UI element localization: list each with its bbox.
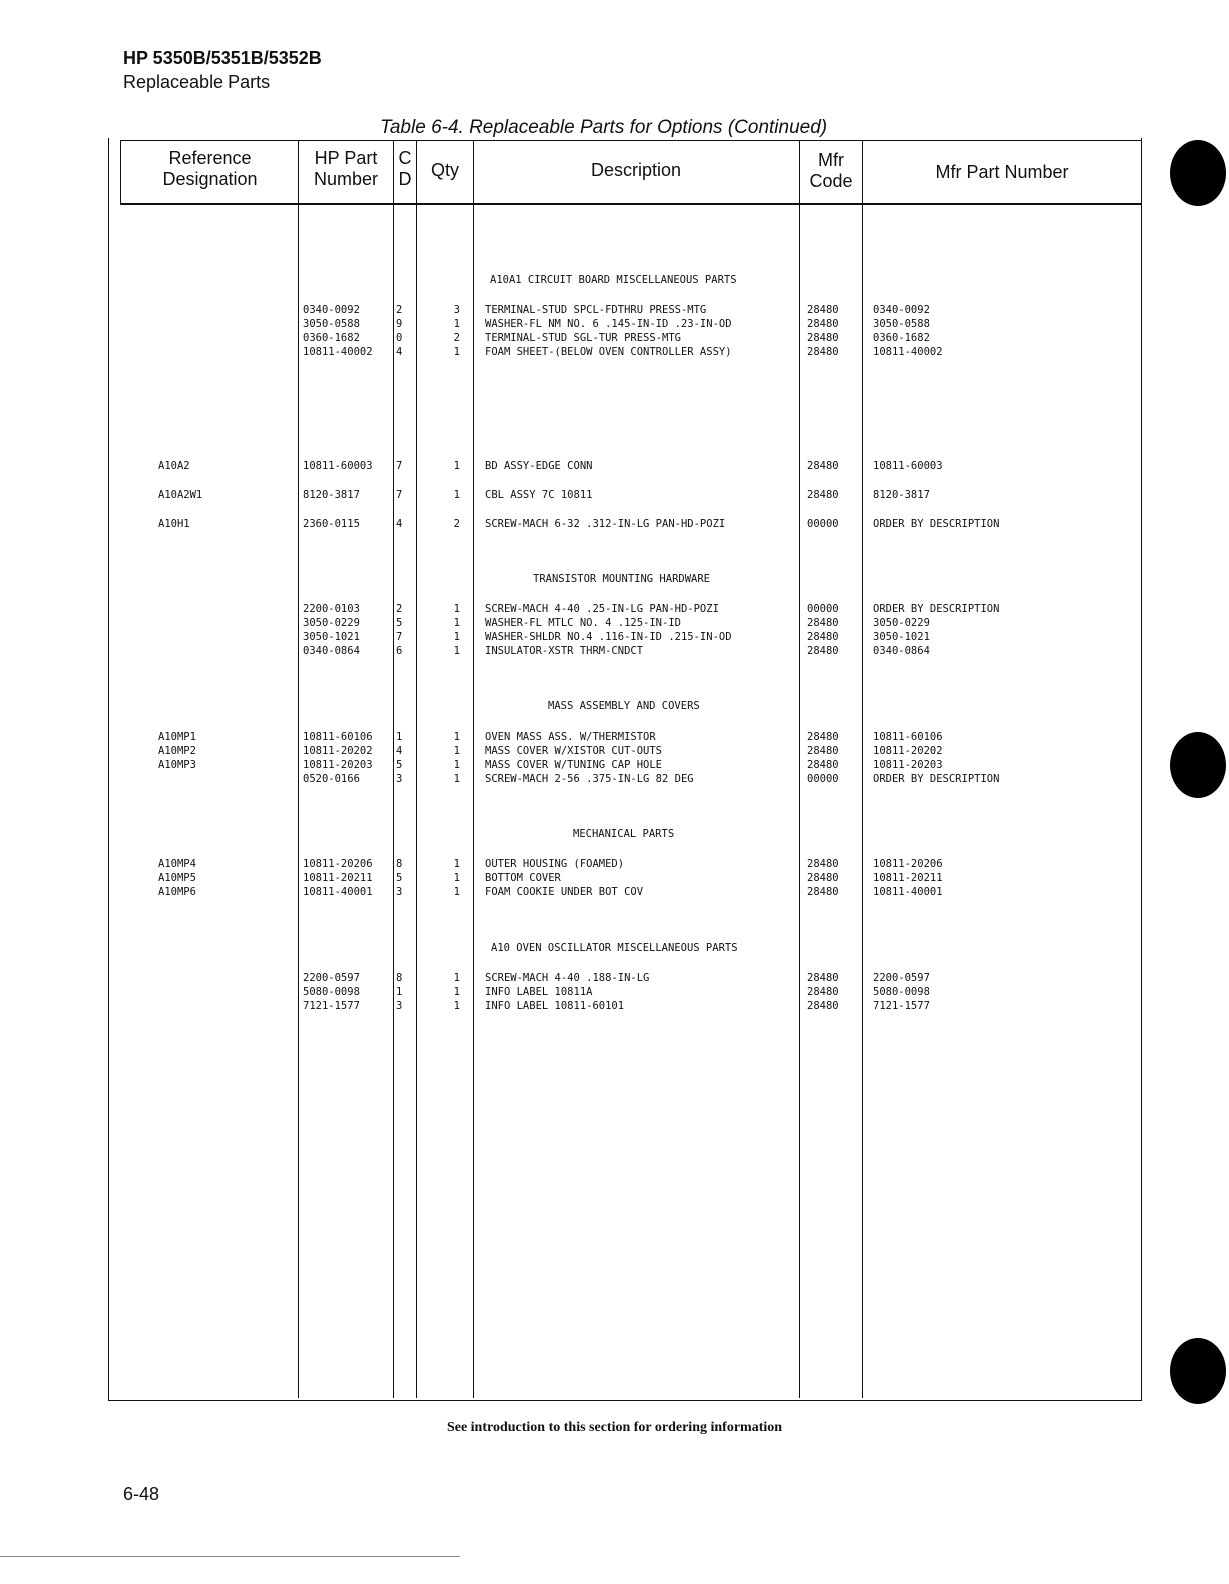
- description-cell: WASHER-FL MTLC NO. 4 .125-IN-ID: [485, 617, 681, 629]
- mfr-code-cell: 28480: [807, 731, 839, 743]
- section-heading: MASS ASSEMBLY AND COVERS: [548, 700, 700, 712]
- column-divider: [393, 140, 394, 1398]
- column-header-mfr-part-number: Mfr Part Number: [935, 162, 1069, 182]
- hp-part-cell: 7121-1577: [303, 1000, 360, 1012]
- qty-cell: 2: [453, 332, 460, 344]
- mfr-part-number-cell: 3050-1021: [873, 631, 930, 643]
- mfr-code-cell: 00000: [807, 773, 839, 785]
- reference-cell: A10A2: [158, 460, 190, 472]
- section-heading: A10 OVEN OSCILLATOR MISCELLANEOUS PARTS: [491, 942, 738, 954]
- column-divider: [799, 140, 800, 1398]
- hp-part-cell: 10811-40001: [303, 886, 373, 898]
- description-cell: OVEN MASS ASS. W/THERMISTOR: [485, 731, 656, 743]
- mfr-part-number-cell: 8120-3817: [873, 489, 930, 501]
- cd-cell: 5: [396, 872, 403, 884]
- cd-cell: 3: [396, 1000, 403, 1012]
- mfr-part-number-cell: 10811-40002: [873, 346, 943, 358]
- column-header-mfr-code: Mfr Code: [809, 150, 853, 191]
- description-cell: INFO LABEL 10811-60101: [485, 1000, 625, 1012]
- mfr-code-cell: 28480: [807, 872, 839, 884]
- qty-cell: 3: [453, 304, 460, 316]
- cd-cell: 3: [396, 886, 403, 898]
- mfr-part-number-cell: 3050-0229: [873, 617, 930, 629]
- qty-cell: 1: [453, 489, 460, 501]
- cd-cell: 8: [396, 858, 403, 870]
- mfr-code-cell: 28480: [807, 858, 839, 870]
- cd-cell: 2: [396, 304, 403, 316]
- mfr-code-cell: 28480: [807, 460, 839, 472]
- qty-cell: 2: [453, 518, 460, 530]
- description-cell: BOTTOM COVER: [485, 872, 561, 884]
- mfr-part-number-cell: 10811-60003: [873, 460, 943, 472]
- binder-hole-icon: [1170, 1338, 1226, 1404]
- table-top-rule: [120, 140, 1141, 141]
- qty-cell: 1: [453, 986, 460, 998]
- mfr-code-cell: 28480: [807, 759, 839, 771]
- column-header-qty: Qty: [430, 160, 459, 180]
- mfr-code-cell: 28480: [807, 617, 839, 629]
- mfr-code-cell: 00000: [807, 603, 839, 615]
- hp-part-cell: 0340-0092: [303, 304, 360, 316]
- hp-part-cell: 2360-0115: [303, 518, 360, 530]
- description-cell: FOAM SHEET-(BELOW OVEN CONTROLLER ASSY): [485, 346, 732, 358]
- binder-hole-icon: [1170, 732, 1226, 798]
- table-header-rule: [120, 203, 1141, 205]
- document-header-model: HP 5350B/5351B/5352B: [123, 48, 322, 68]
- mfr-part-number-cell: 3050-0588: [873, 318, 930, 330]
- section-heading: MECHANICAL PARTS: [573, 828, 675, 840]
- qty-cell: 1: [453, 858, 460, 870]
- document-header-section: Replaceable Parts: [123, 72, 271, 92]
- cd-cell: 4: [396, 346, 403, 358]
- bottom-rule: [0, 1556, 460, 1557]
- description-cell: BD ASSY-EDGE CONN: [485, 460, 593, 472]
- hp-part-cell: 10811-20206: [303, 858, 373, 870]
- mfr-code-cell: 28480: [807, 645, 839, 657]
- mfr-part-number-cell: 2200-0597: [873, 972, 930, 984]
- hp-part-cell: 0520-0166: [303, 773, 360, 785]
- description-cell: MASS COVER W/TUNING CAP HOLE: [485, 759, 663, 771]
- mfr-code-cell: 00000: [807, 518, 839, 530]
- cd-cell: 5: [396, 617, 403, 629]
- hp-part-cell: 10811-60003: [303, 460, 373, 472]
- mfr-code-cell: 28480: [807, 1000, 839, 1012]
- column-header-hp-part: HP Part Number: [313, 148, 379, 189]
- description-cell: SCREW-MACH 6-32 .312-IN-LG PAN-HD-POZI: [485, 518, 726, 530]
- qty-cell: 1: [453, 645, 460, 657]
- ordering-note: See introduction to this section for ordering information: [446, 1420, 783, 1435]
- mfr-code-cell: 28480: [807, 332, 839, 344]
- reference-cell: A10MP3: [158, 759, 196, 771]
- cd-cell: 2: [396, 603, 403, 615]
- cd-cell: 7: [396, 631, 403, 643]
- description-cell: MASS COVER W/XISTOR CUT-OUTS: [485, 745, 663, 757]
- mfr-code-cell: 28480: [807, 745, 839, 757]
- mfr-code-cell: 28480: [807, 304, 839, 316]
- mfr-part-number-cell: ORDER BY DESCRIPTION: [873, 773, 1000, 785]
- mfr-code-cell: 28480: [807, 489, 839, 501]
- qty-cell: 1: [453, 886, 460, 898]
- reference-cell: A10MP1: [158, 731, 196, 743]
- hp-part-cell: 3050-0588: [303, 318, 360, 330]
- description-cell: TERMINAL-STUD SPCL-FDTHRU PRESS-MTG: [485, 304, 707, 316]
- hp-part-cell: 0340-0864: [303, 645, 360, 657]
- hp-part-cell: 0360-1682: [303, 332, 360, 344]
- hp-part-cell: 2200-0103: [303, 603, 360, 615]
- page-number: 6-48: [123, 1484, 160, 1504]
- column-divider: [298, 140, 299, 1398]
- hp-part-cell: 5080-0098: [303, 986, 360, 998]
- qty-cell: 1: [453, 872, 460, 884]
- mfr-part-number-cell: 7121-1577: [873, 1000, 930, 1012]
- hp-part-cell: 10811-20202: [303, 745, 373, 757]
- column-header-cd: C D: [398, 148, 412, 189]
- mfr-part-number-cell: 0360-1682: [873, 332, 930, 344]
- hp-part-cell: 10811-60106: [303, 731, 373, 743]
- mfr-part-number-cell: 10811-20211: [873, 872, 943, 884]
- description-cell: WASHER-FL NM NO. 6 .145-IN-ID .23-IN-OD: [485, 318, 732, 330]
- section-heading: A10A1 CIRCUIT BOARD MISCELLANEOUS PARTS: [490, 274, 737, 286]
- mfr-code-cell: 28480: [807, 346, 839, 358]
- hp-part-cell: 3050-1021: [303, 631, 360, 643]
- description-cell: SCREW-MACH 4-40 .188-IN-LG: [485, 972, 650, 984]
- column-divider: [120, 140, 121, 204]
- reference-cell: A10MP6: [158, 886, 196, 898]
- hp-part-cell: 3050-0229: [303, 617, 360, 629]
- qty-cell: 1: [453, 603, 460, 615]
- mfr-part-number-cell: 10811-20202: [873, 745, 943, 757]
- qty-cell: 1: [453, 617, 460, 629]
- qty-cell: 1: [453, 318, 460, 330]
- column-divider: [473, 140, 474, 1398]
- mfr-part-number-cell: 10811-60106: [873, 731, 943, 743]
- description-cell: INSULATOR-XSTR THRM-CNDCT: [485, 645, 644, 657]
- mfr-part-number-cell: 0340-0864: [873, 645, 930, 657]
- table-caption: Table 6-4. Replaceable Parts for Options (Continued): [380, 117, 828, 138]
- column-header-reference: Reference Designation: [162, 148, 258, 189]
- cd-cell: 6: [396, 645, 403, 657]
- qty-cell: 1: [453, 1000, 460, 1012]
- mfr-code-cell: 28480: [807, 972, 839, 984]
- qty-cell: 1: [453, 773, 460, 785]
- binder-hole-icon: [1170, 140, 1226, 206]
- description-cell: TERMINAL-STUD SGL-TUR PRESS-MTG: [485, 332, 681, 344]
- reference-cell: A10MP5: [158, 872, 196, 884]
- column-divider: [862, 140, 863, 1398]
- description-cell: SCREW-MACH 4-40 .25-IN-LG PAN-HD-POZI: [485, 603, 719, 615]
- mfr-part-number-cell: 0340-0092: [873, 304, 930, 316]
- mfr-part-number-cell: 10811-40001: [873, 886, 943, 898]
- mfr-code-cell: 28480: [807, 318, 839, 330]
- mfr-code-cell: 28480: [807, 631, 839, 643]
- qty-cell: 1: [453, 460, 460, 472]
- cd-cell: 5: [396, 759, 403, 771]
- hp-part-cell: 10811-20211: [303, 872, 373, 884]
- cd-cell: 7: [396, 489, 403, 501]
- cd-cell: 7: [396, 460, 403, 472]
- description-cell: WASHER-SHLDR NO.4 .116-IN-ID .215-IN-OD: [485, 631, 732, 643]
- qty-cell: 1: [453, 972, 460, 984]
- hp-part-cell: 8120-3817: [303, 489, 360, 501]
- cd-cell: 0: [396, 332, 403, 344]
- description-cell: FOAM COOKIE UNDER BOT COV: [485, 886, 644, 898]
- mfr-part-number-cell: 10811-20203: [873, 759, 943, 771]
- description-cell: OUTER HOUSING (FOAMED): [485, 858, 625, 870]
- cd-cell: 1: [396, 986, 403, 998]
- cd-cell: 8: [396, 972, 403, 984]
- section-heading: TRANSISTOR MOUNTING HARDWARE: [533, 573, 711, 585]
- qty-cell: 1: [453, 631, 460, 643]
- column-divider: [416, 140, 417, 1398]
- qty-cell: 1: [453, 346, 460, 358]
- mfr-part-number-cell: ORDER BY DESCRIPTION: [873, 518, 1000, 530]
- hp-part-cell: 2200-0597: [303, 972, 360, 984]
- qty-cell: 1: [453, 759, 460, 771]
- qty-cell: 1: [453, 731, 460, 743]
- description-cell: CBL ASSY 7C 10811: [485, 489, 593, 501]
- reference-cell: A10H1: [158, 518, 190, 530]
- cd-cell: 4: [396, 745, 403, 757]
- cd-cell: 3: [396, 773, 403, 785]
- reference-cell: A10MP4: [158, 858, 196, 870]
- mfr-part-number-cell: 10811-20206: [873, 858, 943, 870]
- description-cell: SCREW-MACH 2-56 .375-IN-LG 82 DEG: [485, 773, 694, 785]
- cd-cell: 1: [396, 731, 403, 743]
- hp-part-cell: 10811-40002: [303, 346, 373, 358]
- cd-cell: 9: [396, 318, 403, 330]
- mfr-code-cell: 28480: [807, 886, 839, 898]
- description-cell: INFO LABEL 10811A: [485, 986, 593, 998]
- mfr-code-cell: 28480: [807, 986, 839, 998]
- column-header-description: Description: [590, 160, 682, 180]
- reference-cell: A10A2W1: [158, 489, 203, 501]
- mfr-part-number-cell: ORDER BY DESCRIPTION: [873, 603, 1000, 615]
- reference-cell: A10MP2: [158, 745, 196, 757]
- hp-part-cell: 10811-20203: [303, 759, 373, 771]
- mfr-part-number-cell: 5080-0098: [873, 986, 930, 998]
- qty-cell: 1: [453, 745, 460, 757]
- cd-cell: 4: [396, 518, 403, 530]
